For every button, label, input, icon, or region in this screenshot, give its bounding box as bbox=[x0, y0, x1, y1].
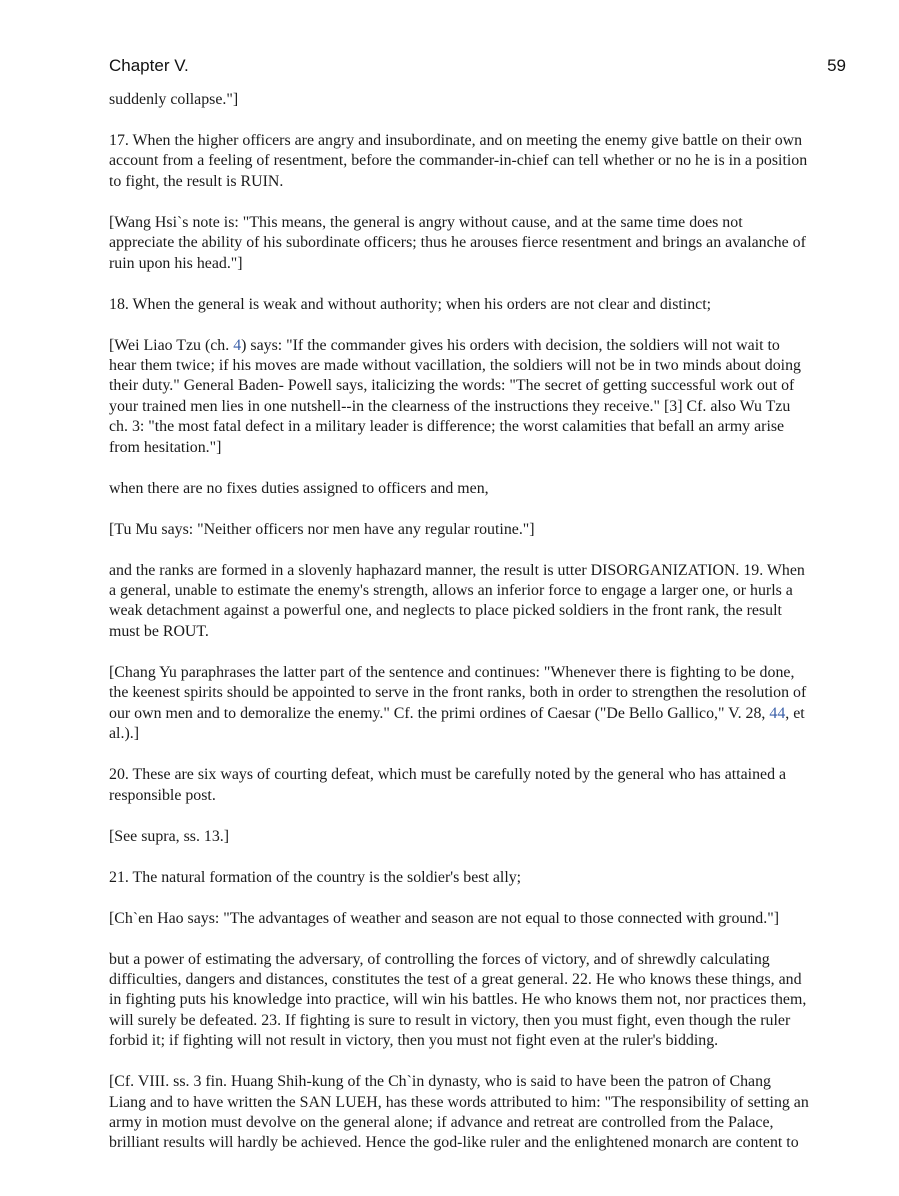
text-line: must be ROUT. bbox=[109, 622, 209, 640]
paragraph bbox=[109, 295, 846, 315]
text-line: appreciate the ability of his subordinate officers; thus he arouses fierce resentment and brings an avalanche of bbox=[109, 234, 806, 252]
text-line: Liang and to have written the SAN LUEH, has these words attributed to him: "The responsibility of setting an bbox=[109, 1093, 809, 1111]
text-line: hear them twice; if his moves are made without vacillation, the soldiers will not be in two minds about doing bbox=[109, 357, 801, 375]
text-line: army in motion must devolve on the general alone; if advance and retreat are controlled from the Palace, bbox=[109, 1113, 774, 1131]
text-line: [See supra, ss. 13.] bbox=[109, 827, 230, 845]
text-line: brilliant results will hardly be achieved. Hence the god-like ruler and the enlightened monarch are content to bbox=[109, 1134, 799, 1152]
text-line: [Cf. VIII. ss. 3 fin. Huang Shih-kung of the Ch`in dynasty, who is said to have been the patron of Chang bbox=[109, 1073, 772, 1091]
text-line: 21. The natural formation of the country is the soldier's best ally; bbox=[109, 868, 522, 886]
paragraph bbox=[109, 765, 846, 806]
page-number: 59 bbox=[827, 56, 846, 75]
paragraph bbox=[109, 520, 846, 540]
text-line: forbid it; if fighting will not result in victory, then you must not fight even at the ruler's bidding. bbox=[109, 1032, 719, 1050]
paragraph bbox=[109, 90, 846, 110]
text-line: [Ch`en Hao says: "The advantages of weather and season are not equal to those connected with ground."] bbox=[109, 909, 780, 927]
paragraph bbox=[109, 479, 846, 499]
paragraph bbox=[109, 950, 846, 1052]
reference-link[interactable]: 4 bbox=[233, 336, 242, 354]
text-line: to fight, the result is RUIN. bbox=[109, 172, 284, 190]
text-line: from hesitation."] bbox=[109, 438, 222, 456]
text-line: account from a feeling of resentment, before the commander-in-chief can tell whether or no he is in a position bbox=[109, 152, 808, 170]
text-line: will surely be defeated. 23. If fighting is sure to result in victory, then you must fight, even though the ruler bbox=[109, 1011, 791, 1029]
text-line: 18. When the general is weak and without authority; when his orders are not clear and distinct; bbox=[109, 295, 712, 313]
text-line: 17. When the higher officers are angry and insubordinate, and on meeting the enemy give battle on their own bbox=[109, 132, 803, 149]
page-header bbox=[109, 56, 846, 80]
text-line: 20. These are six ways of courting defeat, which must be carefully noted by the general who has attained a bbox=[109, 766, 787, 784]
text-line: suddenly collapse."] bbox=[109, 91, 239, 108]
text-line: their duty." General Baden- Powell says, italicizing the words: "The secret of getting successful work out of bbox=[109, 377, 795, 395]
text-line: [Chang Yu paraphrases the latter part of the sentence and continues: "Whenever there is fighting to be done, bbox=[109, 663, 795, 681]
paragraph bbox=[109, 213, 846, 274]
paragraph bbox=[109, 663, 846, 745]
text-line: but a power of estimating the adversary, of controlling the forces of victory, and of shrewdly calculating bbox=[109, 950, 770, 968]
text-line: difficulties, dangers and distances, constitutes the test of a great general. 22. He who knows these things, and bbox=[109, 970, 802, 988]
text-line: and the ranks are formed in a slovenly haphazard manner, the result is utter DISORGANIZATION. 19. When bbox=[109, 561, 805, 579]
text-line: when there are no fixes duties assigned to officers and men, bbox=[109, 479, 489, 497]
text-line: [Wei Liao Tzu (ch. 4) says: "If the commander gives his orders with decision, the soldiers will not wait to bbox=[109, 336, 780, 354]
paragraph bbox=[109, 336, 846, 458]
text-line: the keenest spirits should be appointed to serve in the front ranks, both in order to strengthen the resolution of bbox=[109, 684, 807, 702]
text-line: responsible post. bbox=[109, 786, 216, 804]
paragraph bbox=[109, 1072, 846, 1154]
paragraph bbox=[109, 868, 846, 888]
text-line: ch. 3: "the most fatal defect in a military leader is difference; the worst calamities that befall an army arise bbox=[109, 418, 785, 436]
paragraph bbox=[109, 827, 846, 847]
text-line: in fighting puts his knowledge into practice, will win his battles. He who knows them not, nor practices them, bbox=[109, 991, 807, 1009]
text-line: weak detachment against a powerful one, and neglects to place picked soldiers in the front rank, the result bbox=[109, 602, 782, 620]
text-line: al.).] bbox=[109, 725, 139, 743]
text-line: [Tu Mu says: "Neither officers nor men have any regular routine."] bbox=[109, 520, 535, 538]
paragraph bbox=[109, 561, 846, 643]
paragraph bbox=[109, 909, 846, 929]
reference-link[interactable]: 44 bbox=[769, 704, 786, 722]
text-line: [Wang Hsi`s note is: "This means, the general is angry without cause, and at the same time does not bbox=[109, 213, 743, 231]
chapter-title: Chapter V. bbox=[109, 56, 189, 75]
text-line: your trained men lies in one nutshell--in the clearness of the instructions they receive." [3] Cf. also Wu Tzu bbox=[109, 397, 791, 415]
document-body bbox=[109, 90, 846, 1174]
text-line: a general, unable to estimate the enemy's strength, allows an inferior force to engage a larger one, or hurls a bbox=[109, 582, 793, 600]
paragraph bbox=[109, 131, 846, 192]
text-line: ruin upon his head."] bbox=[109, 254, 243, 272]
text-line: our own men and to demoralize the enemy." Cf. the primi ordines of Caesar ("De Bello Gallico," V. 28, 44, et bbox=[109, 704, 805, 722]
